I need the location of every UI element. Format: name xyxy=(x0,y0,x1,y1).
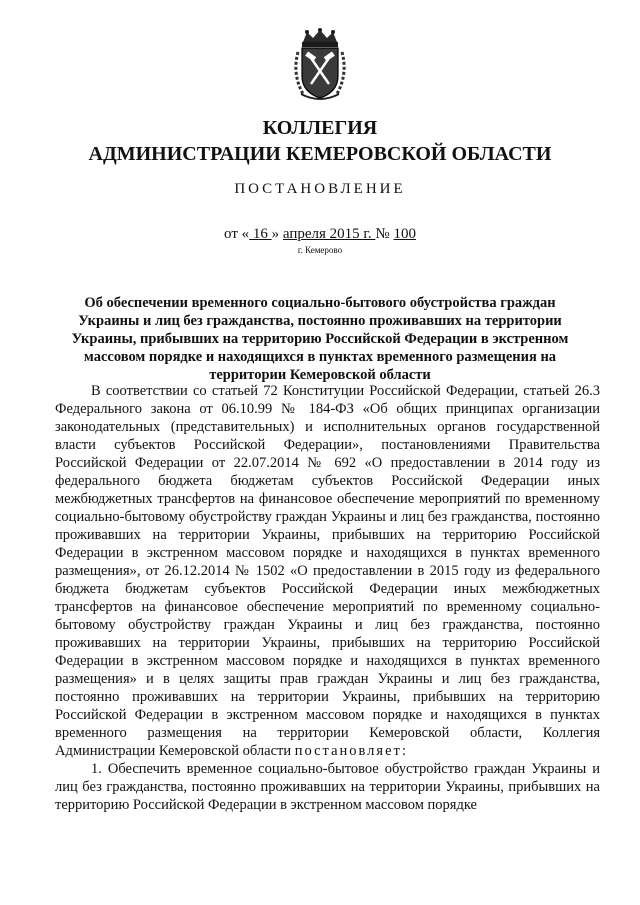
date-mid: » xyxy=(271,226,283,242)
city-name: г. Кемерово xyxy=(297,245,343,255)
title-line: территории Кемеровской области xyxy=(209,367,431,383)
number-sign: № xyxy=(375,226,394,242)
org-name-line2: АДМИНИСТРАЦИИ КЕМЕРОВСКОЙ ОБЛАСТИ xyxy=(88,143,552,165)
title-line: массовом порядке и находящихся в пунктах временного размещения на xyxy=(83,349,557,365)
document-title xyxy=(55,294,585,384)
date-month-year: апреля 2015 г. xyxy=(282,226,376,242)
date-prefix: от « xyxy=(224,226,250,242)
document-body xyxy=(55,382,600,814)
org-name-line1: КОЛЛЕГИЯ xyxy=(262,117,378,139)
resolves-word: постановляет: xyxy=(294,743,408,759)
document-number: 100 xyxy=(393,226,416,242)
document-type: ПОСТАНОВЛЕНИЕ xyxy=(234,181,406,197)
item-1-paragraph: 1. Обеспечить временное социально-бытовое обустройство граждан Украины и лиц без гражданства, постоянно проживавших на территории Украины, прибывших на территорию Российской Федерации в экстренном массовом порядке xyxy=(55,761,600,813)
date-number-line xyxy=(0,226,640,243)
preamble-paragraph xyxy=(55,382,600,760)
preamble-text: В соответствии со статьей 72 Конституции Российской Федерации, статьей 26.3 Федерального закона от 06.10.99 № 184-ФЗ «Об общих принципах организации законодательных (представительных) и исполнительных органов государственной власти субъектов Российской Федерации», постановлениями Правительства Российской Федерации от 22.07.2014 № 692 «О предоставлении в 2014 году из федерального бюджета бюджетам субъектов Российской Федерации иных межбюджетных трансфертов на финансовое обеспечение мероприятий по временному социально-бытовому обустройству граждан Украины и лиц без гражданства, постоянно проживавших на территории Украины, прибывших на территорию Российской Федерации в экстренном массовом порядке и находящихся в пунктах временного размещения», от 26.12.2014 № 1502 «О предоставлении в 2015 году из федерального бюджета бюджетам субъектов Российской Федерации иных межбюджетных трансфертов на финансовое обеспечение мероприятий по временному социально-бытовому обустройству граждан Украины и лиц без гражданства, постоянно проживавших на территории Украины, прибывших на территорию Российской Федерации в экстренном массовом порядке и находящихся в пунктах временного размещения» и в целях защиты прав граждан Украины и лиц без гражданства, постоянно проживавших на территории Украины, прибывших на территорию Российской Федерации в экстренном массовом порядке и находящихся в пунктах временного размещения на территории Кемеровской области, Коллегия Администрации Кемеровской области xyxy=(55,383,600,759)
title-line: Украины и лиц без гражданства, постоянно проживавших на территории xyxy=(78,313,562,329)
kemerovo-coat-of-arms-icon xyxy=(289,28,351,104)
title-line: Украины, прибывших на территорию Российской Федерации в экстренном xyxy=(71,331,569,347)
date-day: 16 xyxy=(249,226,272,242)
title-line: Об обеспечении временного социально-бытового обустройства граждан xyxy=(84,295,556,311)
